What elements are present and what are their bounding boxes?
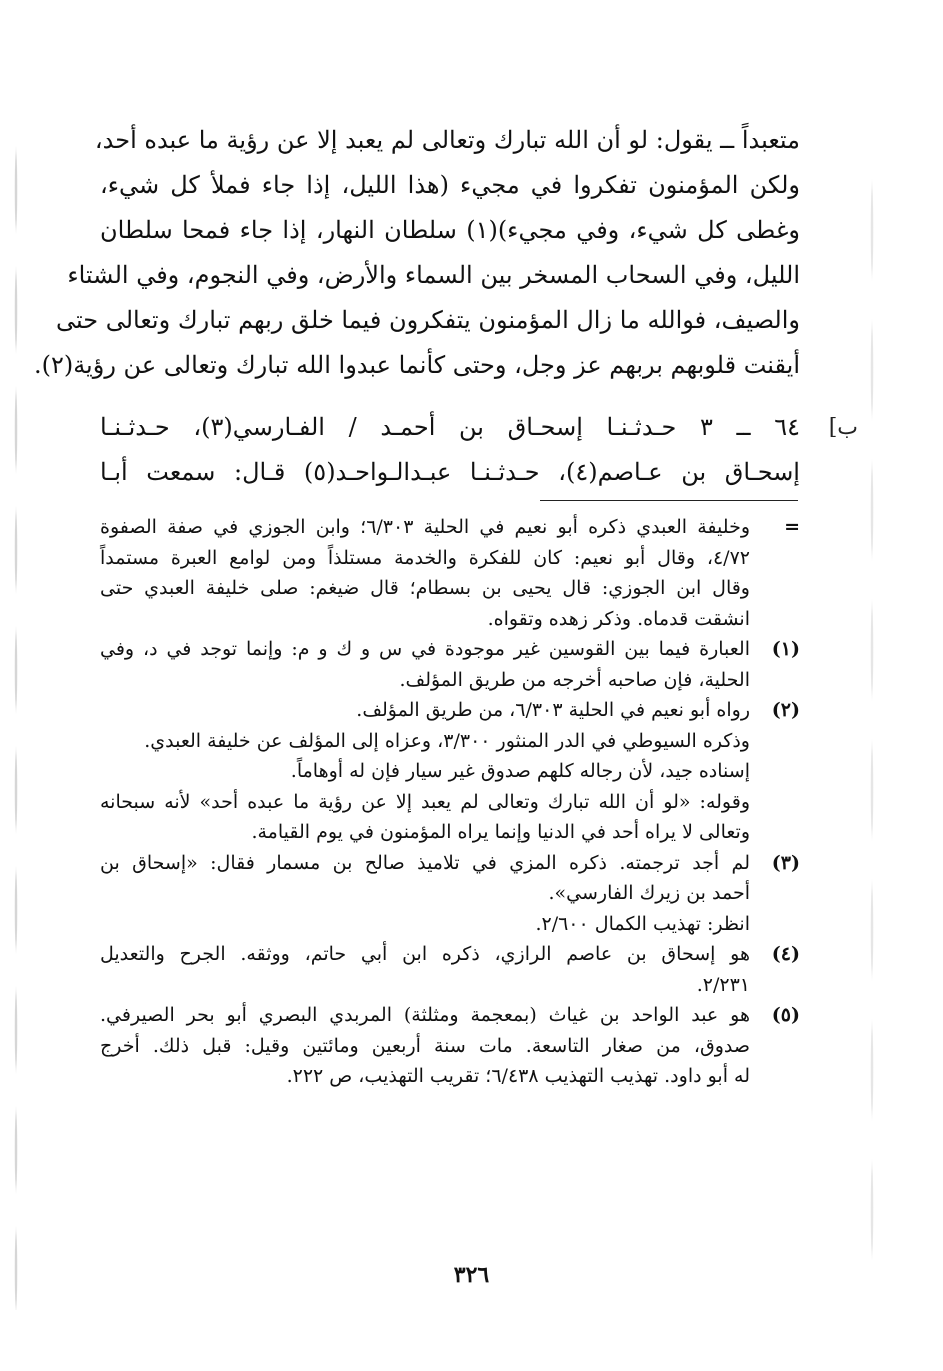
footnote-line: لم أجد ترجمته. ذكره المزي في تلاميذ صالح بن مسمار فقال: «إسحاق بن [100, 851, 750, 874]
footnote-3 [100, 848, 800, 940]
footnote-line: له أبو داود. تهذيب التهذيب ٦/٤٣٨؛ تقريب التهذيب، ص ٢٢٢. [286, 1065, 750, 1087]
footnote-line: ٢/٢٣١. [696, 973, 750, 996]
scan-margin-dots [870, 160, 874, 1260]
footnote-number: (٢) [771, 699, 800, 721]
footnote-number: (٣) [771, 851, 800, 874]
footnote-line: انشقت قدماه. وذكر زهده وتقواه. [487, 607, 750, 630]
footnotes-section [100, 512, 800, 1092]
footnote-line: أحمد بن زيرك الفارسي». [548, 882, 750, 904]
footnote-1 [100, 634, 800, 695]
main-text-line: الليل، وفي السحاب المسخر بين السماء والأرض، وفي النجوم، وفي الشتاء [67, 261, 800, 289]
footnote-line: صدوق، من صغار التاسعة. مات سنة أربعين ومائتين وقيل: قبل ذلك. أخرج [100, 1034, 750, 1057]
footnote-number: (٥) [771, 1004, 800, 1026]
footnote-line: الحلية، فإن صاحبه أخرجه من طريق المؤلف. [399, 668, 750, 691]
footnote-line: ٤/٧٢، وقال أبو نعيم: كان للفكرة والخدمة مستلذاً ومن لوامع العبرة مستمداً [100, 546, 750, 569]
main-text-line: أيقنت قلوبهم بربهم عز وجل، وحتى كأنما عبدوا الله تبارك وتعالى عن رؤية(٢). [33, 351, 800, 379]
main-text-line: متعبداً ــ يقول: لو أن الله تبارك وتعالى لم يعبد إلا عن رؤية ما عبده أحد، [94, 126, 800, 154]
main-text-line: والصيف، فوالله ما زال المؤمنون يتفكرون فيما خلق ربهم تبارك وتعالى حتى [56, 306, 800, 334]
footnote-line: العبارة فيما بين القوسين غير موجودة في س و ك و م: وإنما توجد في د، وفي [100, 638, 750, 660]
main-text-line: ولكن المؤمنون تفكروا في مجيء (هذا الليل، إذا جاء فملأ كل شيء، [100, 171, 800, 199]
main-text-line: وغطى كل شيء، وفي مجيء)(١) سلطان النهار، إذا جاء فمحا سلطان [100, 216, 800, 244]
footnote-line: وقوله: «لو أن الله تبارك وتعالى لم يعبد إلا عن رؤية ما عبده أحد» لأنه سبحانه [100, 790, 750, 813]
footnote-2 [100, 695, 800, 848]
footnote-number: (٤) [771, 943, 800, 965]
footnote-4 [100, 939, 800, 1000]
footnote-line: وقال ابن الجوزي: قال يحيى بن بسطام؛ قال ضيغم: صلى خليفة العبدي حتى [100, 577, 750, 599]
entry-line: إسحـاق بن عـاصم(٤)، حـدثـنـا عبـدالـواحـد(٥) قـال: سمعت أبـا [100, 458, 800, 486]
footnote-line: وخليفة العبدي ذكره أبو نعيم في الحلية ٦/٣٠٣؛ وابن الجوزي في صفة الصفوة [100, 516, 750, 538]
footnote-continuation [100, 512, 800, 634]
continuation-marker: = [784, 516, 800, 538]
footnote-number: (١) [771, 638, 800, 660]
footnote-line: إسناده جيد، لأن رجاله كلهم صدوق غير سيار فإن له أوهاماً. [290, 760, 750, 782]
footnote-line: وتعالى لا يراه أحد في الدنيا وإنما يراه المؤمنون في يوم القيامة. [251, 821, 750, 843]
footnote-line: هو عبد الواحد بن غياث (بمعجمة ومثلثة) المربدي البصري أبو بحر الصيرفي. [100, 1004, 750, 1026]
hadith-entry [100, 405, 800, 495]
entry-line: ٦٤ ــ ٣ حـدثـنـا إسحـاق بن أحمـد / الفـارسي(٣)، حـدثـنـا [100, 413, 801, 441]
footnote-line: انظر: تهذيب الكمال ٢/٦٠٠. [535, 912, 750, 935]
footnote-separator [540, 500, 798, 501]
footnote-line: رواه أبو نعيم في الحلية ٦/٣٠٣، من طريق المؤلف. [356, 699, 750, 721]
footnote-5 [100, 1000, 800, 1092]
scan-margin-dots [14, 130, 18, 1310]
main-text-block [33, 118, 800, 388]
footnote-line: وذكره السيوطي في الدر المنثور ٣/٣٠٠، وعزاه إلى المؤلف عن خليفة العبدي. [144, 729, 750, 752]
footnote-line: هو إسحاق بن عاصم الرازي، ذكره ابن أبي حاتم، ووثقه. الجرح والتعديل [100, 943, 750, 965]
manuscript-folio-marker: ب] [828, 415, 858, 440]
page-number: ٣٢٦ [453, 1262, 490, 1288]
